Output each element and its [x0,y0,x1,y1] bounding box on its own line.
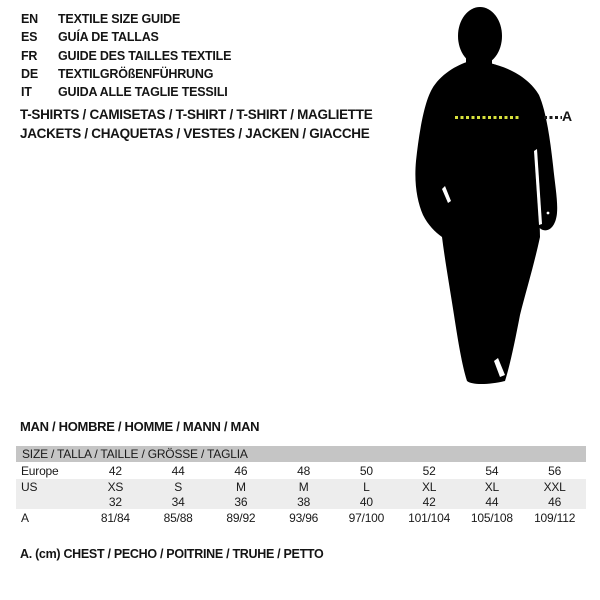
table-row-numeric [16,494,586,509]
language-row-it [21,83,231,101]
row-label: US [16,479,84,494]
table-cell: S [147,479,210,494]
language-name: GUÍA DE TALLAS [58,30,159,45]
size-table-header-row [16,446,586,462]
table-cell: 46 [523,494,586,509]
language-list [21,10,231,101]
language-name: TEXTILGRÖßENFÜHRUNG [58,66,214,81]
table-cell: 48 [297,463,311,478]
table-cell: XL [461,479,524,494]
table-cell: 54 [485,463,499,478]
table-cell: 44 [461,494,524,509]
table-cell: XL [398,479,461,494]
language-name: GUIDA ALLE TAGLIE TESSILI [58,85,228,100]
table-cell: 101/104 [408,511,451,525]
table-cell: 38 [272,494,335,509]
man-silhouette-figure [390,3,575,395]
language-name: TEXTILE SIZE GUIDE [58,12,181,26]
table-cell: 34 [147,494,210,509]
size-table [16,446,586,527]
man-silhouette-icon [390,3,575,395]
table-cell: 81/84 [100,511,130,525]
table-cell: 50 [359,463,373,478]
category-lines [20,105,372,143]
category-tshirts: T-SHIRTS / CAMISETAS / T-SHIRT / T-SHIRT / MAGLIETTE [20,107,373,122]
language-code: IT [21,85,32,100]
table-cell: 36 [210,494,273,509]
language-code: FR [21,48,38,63]
table-cell: 105/108 [470,511,513,525]
table-cell: 52 [422,463,436,478]
language-row-fr [21,47,231,65]
language-code: DE [21,66,38,81]
table-cell: 42 [108,463,122,478]
table-cell: 109/112 [534,511,576,525]
table-cell: 97/100 [348,511,385,525]
table-row-us [16,479,586,494]
table-cell: 56 [548,463,562,478]
table-cell: M [272,479,335,494]
table-cell: 46 [234,463,248,478]
table-cell: 85/88 [163,511,193,525]
row-label: Europe [21,463,59,478]
table-cell: XS [84,479,147,494]
language-code: EN [21,12,38,26]
marker-leader-dashes [544,116,562,119]
section-title-man: MAN / HOMBRE / HOMME / MANN / MAN [20,419,260,434]
row-label [16,494,84,509]
language-row-es [21,28,231,46]
table-cell: 93/96 [289,511,319,525]
table-cell: XXL [523,479,586,494]
table-cell: M [210,479,273,494]
language-code: ES [21,30,38,45]
table-cell: 42 [398,494,461,509]
category-jackets: JACKETS / CHAQUETAS / VESTES / JACKEN / GIACCHE [20,126,370,141]
table-cell: 89/92 [226,511,256,525]
language-row-en [21,10,231,28]
table-cell: 32 [84,494,147,509]
table-cell: L [335,479,398,494]
row-label: A [21,511,29,525]
table-row-europe [16,462,586,479]
size-table-header: SIZE / TALLA / TAILLE / GRÖSSE / TAGLIA [16,446,586,462]
table-cell: 40 [335,494,398,509]
table-cell: 44 [171,463,185,478]
language-name: GUIDE DES TAILLES TEXTILE [58,48,232,63]
footer-measurement-note: A. (cm) CHEST / PECHO / POITRINE / TRUHE / PETTO [20,547,324,561]
chest-measure-dashed-line [455,116,519,119]
table-row-chest-cm [16,509,586,527]
measurement-a-label: A [562,108,573,124]
language-row-de [21,65,231,83]
